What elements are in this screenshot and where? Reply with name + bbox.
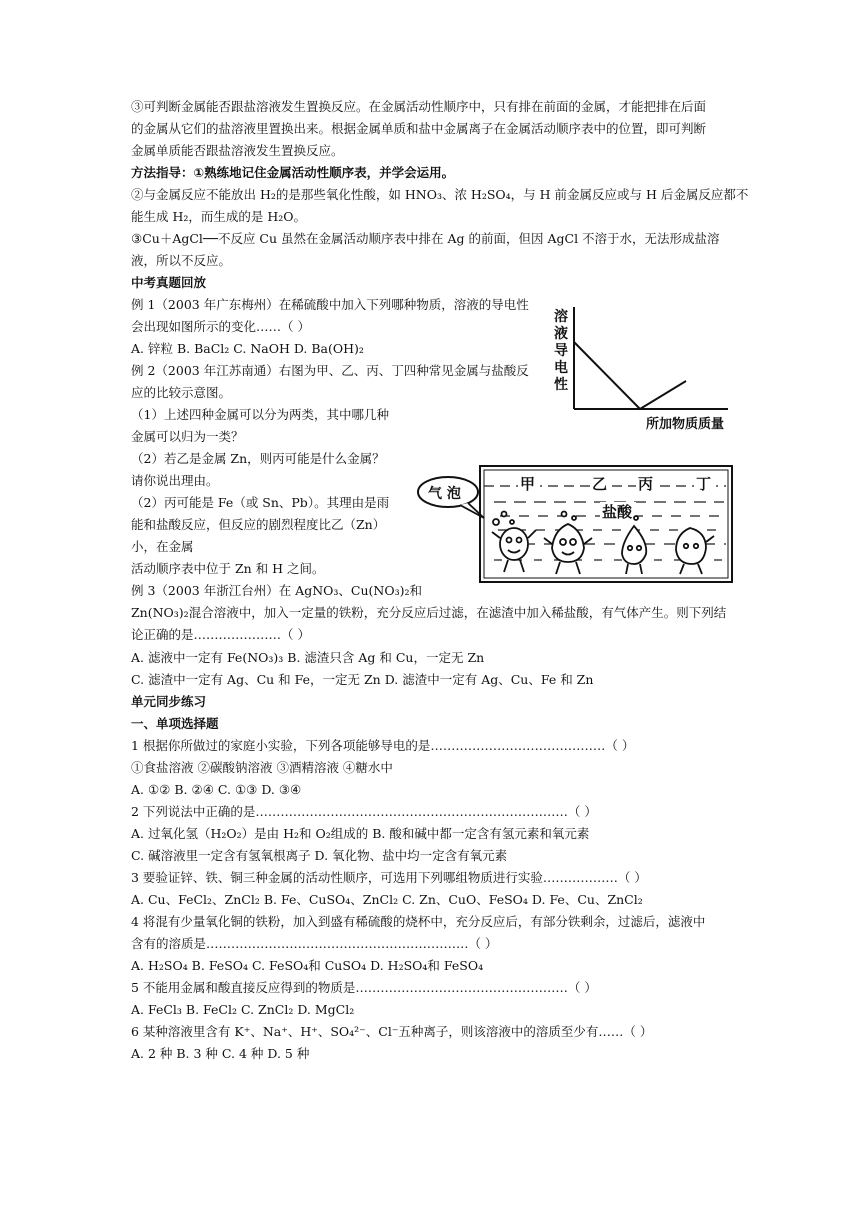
text-line: 金属可以归为一类？	[131, 429, 244, 444]
text-line: C. 碱溶液里一定含有氢氧根离子 D. 氧化物、盐中均一定含有氧元素	[131, 848, 508, 863]
text-line: ③Cu＋AgCl──不反应 Cu 虽然在金属活动顺序表中排在 Ag 的前面，但因 AgCl 不溶于水，无法形成盐溶	[131, 231, 720, 246]
ylabel-char: 电	[554, 360, 568, 376]
text-line: 6 某种溶液里含有 K⁺、Na⁺、H⁺、SO₄²⁻、Cl⁻五种离子，则该溶液中的溶质至少有……（ ）	[131, 1024, 653, 1039]
text-line: A. FeCl₃ B. FeCl₂ C. ZnCl₂ D. MgCl₂	[131, 1002, 355, 1017]
metal-label: 丁	[696, 475, 712, 493]
text-line: 4 将混有少量氧化铜的铁粉，加入到盛有稀硫酸的烧杯中，充分反应后，有部分铁剩余，过滤后，滤液中	[131, 914, 706, 929]
text-line: 论正确的是…………………（ ）	[131, 627, 310, 642]
text-line: 能和盐酸反应，但反应的剧烈程度比乙（Zn）	[131, 517, 386, 532]
text-line: 方法指导：①熟练地记住金属活动性顺序表，并学会运用。	[131, 165, 455, 180]
ylabel-char: 液	[554, 326, 568, 342]
text-line: A. H₂SO₄ B. FeSO₄ C. FeSO₄和 CuSO₄ D. H₂SO₄和 FeSO₄	[131, 958, 484, 973]
text-line: 单元同步练习	[131, 694, 207, 709]
text-line: 金属单质能否跟盐溶液发生置换反应。	[131, 143, 344, 158]
text-line: A. 2 种 B. 3 种 C. 4 种 D. 5 种	[131, 1046, 310, 1061]
ylabel-char: 性	[554, 377, 568, 393]
text-line: 例 1（2003 年广东梅州）在稀硫酸中加入下列哪种物质，溶液的导电性	[131, 297, 529, 312]
text-line: 应的比较示意图。	[131, 385, 232, 400]
metal-label: 丙	[638, 475, 654, 493]
text-line: 的金属从它们的盐溶液里置换出来。根据金属单质和盐中金属离子在金属活动顺序表中的位置，即可判断	[131, 121, 707, 136]
conductivity-graph	[548, 305, 738, 435]
text-line: （1）上述四种金属可以分为两类，其中哪几种	[131, 407, 389, 422]
metal-label: 甲	[520, 475, 536, 493]
metals-in-acid-diagram	[414, 462, 736, 586]
text-line: （2）若乙是金属 Zn，则丙可能是什么金属？	[131, 451, 385, 466]
text-line: ②与金属反应不能放出 H₂的是那些氧化性酸，如 HNO₃、浓 H₂SO₄，与 H 前金属反应或与 H 后金属反应都不	[131, 187, 749, 202]
text-line: 请你说出理由。	[131, 473, 219, 488]
text-line: 活动顺序表中位于 Zn 和 H 之间。	[131, 561, 325, 576]
text-line: 5 不能用金属和酸直接反应得到的物质是……………………………………………（ ）	[131, 980, 597, 995]
text-line: 2 下列说法中正确的是…………………………………………………………………（ ）	[131, 804, 597, 819]
text-line: ③可判断金属能否跟盐溶液发生置换反应。在金属活动性顺序中，只有排在前面的金属，才能把排在后面	[131, 99, 707, 114]
metal-label: 乙	[592, 475, 608, 493]
text-line: 3 要验证锌、铁、铜三种金属的活动性顺序，可选用下列哪组物质进行实验………………（ ）	[131, 870, 647, 885]
ylabel-char: 溶	[554, 309, 568, 325]
text-line: 例 3（2003 年浙江台州）在 AgNO₃、Cu(NO₃)₂和	[131, 583, 422, 598]
text-line: A. Cu、FeCl₂、ZnCl₂ B. Fe、CuSO₄、ZnCl₂ C. Zn、CuO、FeSO₄ D. Fe、Cu、ZnCl₂	[131, 892, 643, 907]
text-line: A. 滤液中一定有 Fe(NO₃)₃ B. 滤渣只含 Ag 和 Cu，一定无 Zn	[131, 650, 485, 665]
text-line: 1 根据你所做过的家庭小实验，下列各项能够导电的是……………………………………（ ）	[131, 738, 635, 753]
text-line: ①食盐溶液 ②碳酸钠溶液 ③酒精溶液 ④糖水中	[131, 760, 393, 775]
xlabel: 所加物质质量	[646, 417, 725, 432]
text-line: （2）丙可能是 Fe（或 Sn、Pb）。其理由是雨	[131, 495, 390, 510]
conductivity-curve	[574, 342, 686, 409]
ylabel-char: 导	[554, 343, 568, 359]
text-line: Zn(NO₃)₂混合溶液中，加入一定量的铁粉，充分反应后过滤，在滤渣中加入稀盐酸，有气体产生。则下列结	[131, 605, 727, 620]
text-line: A. 过氧化氢（H₂O₂）是由 H₂和 O₂组成的 B. 酸和碱中都一定含有氢元素和氧元素	[131, 826, 590, 841]
text-line: A. ①② B. ②④ C. ①③ D. ③④	[131, 782, 302, 797]
text-line: A. 锌粒 B. BaCl₂ C. NaOH D. Ba(OH)₂	[131, 341, 364, 356]
text-line: 中考真题回放	[131, 275, 207, 290]
text-line: 例 2（2003 年江苏南通）右图为甲、乙、丙、丁四种常见金属与盐酸反	[131, 363, 529, 378]
text-line: 液，所以不反应。	[131, 253, 232, 268]
acid-label: 盐酸	[602, 503, 633, 521]
text-line: 能生成 H₂，而生成的是 H₂O。	[131, 209, 307, 224]
bubble-label: 气 泡	[428, 486, 461, 502]
text-line: 一、单项选择题	[131, 716, 219, 731]
text-line: 含有的溶质是………………………………………………………（ ）	[131, 936, 498, 951]
text-line: 会出现如图所示的变化……（ ）	[131, 319, 310, 334]
text-line: 小，在金属	[131, 539, 194, 554]
text-line: C. 滤渣中一定有 Ag、Cu 和 Fe，一定无 Zn D. 滤渣中一定有 Ag、Cu、Fe 和 Zn	[131, 672, 594, 687]
